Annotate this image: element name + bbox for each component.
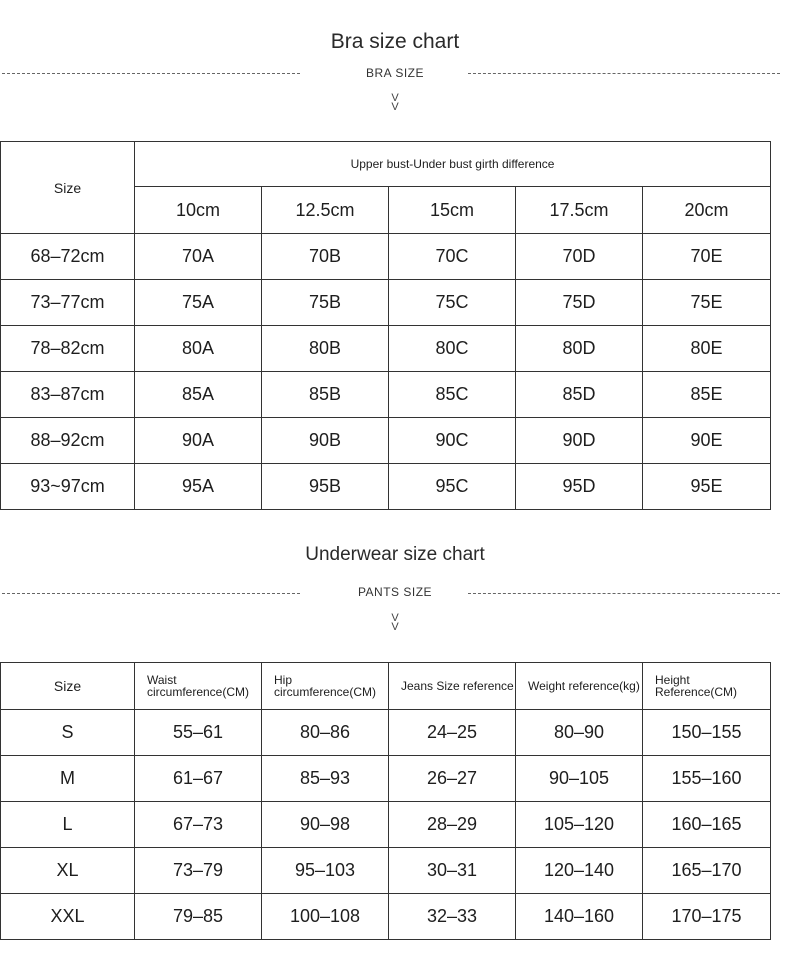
bra-cell: 70A	[135, 234, 262, 280]
bra-row-label: 78–82cm	[1, 326, 135, 372]
pants-cell: 79–85	[135, 894, 262, 940]
bra-row-label: 68–72cm	[1, 234, 135, 280]
bra-cell: 90C	[389, 418, 516, 464]
bra-cell: 70C	[389, 234, 516, 280]
chevron-down-icon: V V	[391, 92, 399, 113]
bra-row-label: 73–77cm	[1, 280, 135, 326]
bra-cell: 85C	[389, 372, 516, 418]
bra-column-header: 17.5cm	[516, 187, 643, 234]
table-row	[1, 710, 771, 756]
table-row	[1, 280, 771, 326]
bra-corner-cell	[1, 142, 135, 234]
pants-cell: 61–67	[135, 756, 262, 802]
bra-size-table	[0, 141, 771, 510]
pants-cell: 140–160	[516, 894, 643, 940]
pants-cell: 165–170	[643, 848, 771, 894]
table-row	[1, 848, 771, 894]
pants-header-cell: Jeans Size reference	[389, 663, 516, 710]
table-row	[1, 326, 771, 372]
pants-header-cell: Waist circumference(CM)	[135, 663, 262, 710]
bra-cell: 80A	[135, 326, 262, 372]
bra-cell: 70E	[643, 234, 771, 280]
bra-cell: 85A	[135, 372, 262, 418]
pants-cell: S	[1, 710, 135, 756]
bra-cell: 85D	[516, 372, 643, 418]
chevron-down-icon: V V	[391, 612, 399, 633]
bra-column-header: 20cm	[643, 187, 771, 234]
pants-cell: 55–61	[135, 710, 262, 756]
bra-column-header: 15cm	[389, 187, 516, 234]
bra-cell: 90A	[135, 418, 262, 464]
bra-row-label: 83–87cm	[1, 372, 135, 418]
table-row	[1, 756, 771, 802]
pants-cell: 30–31	[389, 848, 516, 894]
pants-size-subtitle: PANTS SIZE	[357, 585, 433, 599]
bra-cell: 90B	[262, 418, 389, 464]
table-row	[1, 464, 771, 510]
bra-cell: 75D	[516, 280, 643, 326]
pants-size-table	[0, 662, 771, 940]
pants-cell: L	[1, 802, 135, 848]
table-row	[1, 372, 771, 418]
table-row	[1, 418, 771, 464]
pants-cell: XXL	[1, 894, 135, 940]
pants-cell: 28–29	[389, 802, 516, 848]
pants-cell: 105–120	[516, 802, 643, 848]
bra-row-label: 93~97cm	[1, 464, 135, 510]
pants-cell: 80–86	[262, 710, 389, 756]
bra-cell: 75A	[135, 280, 262, 326]
bra-cell: 90E	[643, 418, 771, 464]
table-row	[1, 802, 771, 848]
bra-size-subtitle: BRA SIZE	[365, 66, 425, 80]
pants-cell: 85–93	[262, 756, 389, 802]
pants-cell: 160–165	[643, 802, 771, 848]
pants-cell: 73–79	[135, 848, 262, 894]
table-row	[1, 234, 771, 280]
pants-cell: 26–27	[389, 756, 516, 802]
bra-cell: 85B	[262, 372, 389, 418]
bra-cell: 70D	[516, 234, 643, 280]
table-row	[1, 894, 771, 940]
pants-cell: 67–73	[135, 802, 262, 848]
bra-row-label: 88–92cm	[1, 418, 135, 464]
bra-group-header: Upper bust-Under bust girth difference	[135, 142, 771, 187]
bra-cell: 85E	[643, 372, 771, 418]
bra-cell: 95E	[643, 464, 771, 510]
pants-cell: 95–103	[262, 848, 389, 894]
pants-cell: 24–25	[389, 710, 516, 756]
bra-cell: 75C	[389, 280, 516, 326]
bra-cell: 80B	[262, 326, 389, 372]
bra-cell: 75B	[262, 280, 389, 326]
pants-cell: 32–33	[389, 894, 516, 940]
bra-cell: 75E	[643, 280, 771, 326]
pants-cell: 150–155	[643, 710, 771, 756]
pants-cell: 90–105	[516, 756, 643, 802]
pants-header-cell: Hip circumference(CM)	[262, 663, 389, 710]
pants-header-cell: Size	[1, 663, 135, 710]
underwear-chart-title: Underwear size chart	[305, 544, 485, 565]
bra-cell: 95C	[389, 464, 516, 510]
pants-cell: XL	[1, 848, 135, 894]
bra-cell: 70B	[262, 234, 389, 280]
bra-cell: 80D	[516, 326, 643, 372]
pants-cell: 80–90	[516, 710, 643, 756]
pants-header-cell: Height Reference(CM)	[643, 663, 771, 710]
bra-chart-title: Bra size chart	[330, 30, 460, 53]
bra-cell: 95A	[135, 464, 262, 510]
bra-cell: 90D	[516, 418, 643, 464]
pants-cell: 155–160	[643, 756, 771, 802]
bra-column-header: 12.5cm	[262, 187, 389, 234]
pants-cell: 170–175	[643, 894, 771, 940]
bra-cell: 80E	[643, 326, 771, 372]
pants-cell: 120–140	[516, 848, 643, 894]
pants-header-cell: Weight reference(kg)	[516, 663, 643, 710]
pants-cell: M	[1, 756, 135, 802]
bra-cell: 95D	[516, 464, 643, 510]
bra-corner-label: Size	[53, 179, 82, 196]
pants-cell: 100–108	[262, 894, 389, 940]
pants-cell: 90–98	[262, 802, 389, 848]
bra-cell: 80C	[389, 326, 516, 372]
bra-column-header: 10cm	[135, 187, 262, 234]
bra-cell: 95B	[262, 464, 389, 510]
